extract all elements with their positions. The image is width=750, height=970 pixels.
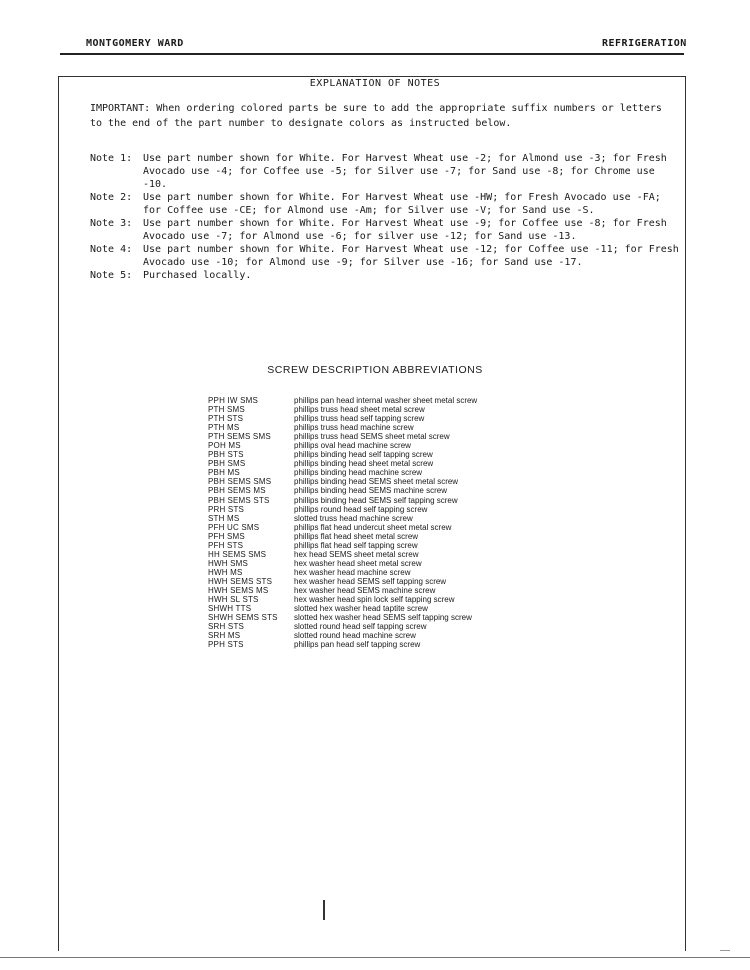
abbreviation-code: PBH MS (208, 468, 240, 478)
abbreviation-code: PTH SEMS SMS (208, 432, 271, 442)
abbreviation-row (208, 514, 477, 523)
note-text: Purchased locally. (143, 270, 252, 281)
abbreviation-description: slotted round head self tapping screw (294, 622, 427, 632)
abbreviation-description: phillips flat head self tapping screw (294, 540, 418, 550)
abbreviation-row (208, 559, 477, 568)
note-item (90, 243, 683, 269)
abbreviation-description: phillips truss head sheet metal screw (294, 405, 425, 415)
abbreviation-description: phillips round head self tapping screw (294, 504, 428, 514)
abbreviation-description: phillips oval head machine screw (294, 441, 411, 451)
notes-list (90, 152, 683, 282)
abbreviation-description: slotted hex washer head SEMS self tapping screw (294, 613, 472, 623)
abbreviation-code: PBH SEMS SMS (208, 477, 272, 487)
abbreviation-code: PPH STS (208, 640, 244, 650)
abbreviation-description: hex washer head SEMS self tapping screw (294, 576, 447, 586)
note-text: Use part number shown for White. For Harvest Wheat use -HW; for Fresh Avocado use -FA; for Coffee use -CE; for Almond use -Am; for Silver use -V; for Sand use -S. (143, 192, 661, 216)
abbreviation-description: phillips binding head SEMS sheet metal screw (294, 477, 459, 487)
note-label: Note 2: (90, 192, 133, 203)
abbreviation-code: HWH SEMS STS (208, 576, 273, 586)
abbreviation-description: phillips binding head self tapping screw (294, 450, 433, 460)
abbreviation-code: PBH SEMS MS (208, 486, 266, 496)
abbreviation-row (208, 622, 477, 631)
abbreviation-row (208, 532, 477, 541)
abbreviation-row (208, 541, 477, 550)
abbreviation-code: PRH STS (208, 504, 245, 514)
note-text: Use part number shown for White. For Harvest Wheat use -9; for Coffee use -8; for Fresh Avocado use -7; for Almond use -6; for silver use -12; for Sand use -13. (143, 218, 667, 242)
note-item (90, 217, 683, 243)
abbreviation-row (208, 414, 477, 423)
abbreviation-row (208, 423, 477, 432)
abbreviation-row (208, 468, 477, 477)
abbreviation-description: hex washer head machine screw (294, 567, 411, 577)
note-item (90, 152, 683, 191)
abbreviation-description: phillips truss head machine screw (294, 423, 414, 433)
abbreviation-code: PTH SMS (208, 405, 245, 415)
abbreviation-row (208, 432, 477, 441)
abbreviation-row (208, 631, 477, 640)
abbreviation-description: phillips pan head self tapping screw (294, 640, 421, 650)
abbreviation-row (208, 405, 477, 414)
abbreviations-title: SCREW DESCRIPTION ABBREVIATIONS (267, 364, 483, 376)
abbreviation-code: PBH SEMS STS (208, 495, 270, 505)
abbreviation-code: SRH MS (208, 631, 241, 641)
abbreviation-row (208, 505, 477, 514)
abbreviation-row (208, 486, 477, 495)
abbreviation-code: PFH STS (208, 540, 244, 550)
abbreviation-row (208, 450, 477, 459)
abbreviation-description: phillips binding head SEMS machine screw (294, 486, 447, 496)
abbreviation-description: phillips flat head sheet metal screw (294, 531, 419, 541)
abbreviation-description: phillips pan head internal washer sheet metal screw (294, 396, 478, 405)
abbreviation-row (208, 568, 477, 577)
note-label: Note 1: (90, 153, 133, 164)
abbreviation-row (208, 577, 477, 586)
abbreviation-code: SHWH TTS (208, 604, 252, 614)
abbreviation-code: PBH STS (208, 450, 244, 460)
header-section-title: REFRIGERATION (602, 38, 687, 49)
notes-title: EXPLANATION OF NOTES (309, 78, 441, 89)
abbreviation-row (208, 441, 477, 450)
abbreviation-code: HH SEMS SMS (208, 549, 267, 559)
abbreviation-row (208, 396, 477, 405)
abbreviation-code: HWH SL STS (208, 595, 259, 605)
bottom-edge-rule (0, 957, 750, 958)
abbreviation-code: POH MS (208, 441, 241, 451)
abbreviation-code: SRH STS (208, 622, 245, 632)
header-brand: MONTGOMERY WARD (86, 38, 184, 49)
note-label: Note 5: (90, 270, 133, 281)
important-paragraph: IMPORTANT: When ordering colored parts be sure to add the appropriate suffix numbers or letters to the end of the part number to designate colors as instructed below. (90, 103, 662, 129)
note-item (90, 191, 683, 217)
abbreviation-code: PFH SMS (208, 531, 245, 541)
abbreviation-code: SHWH SEMS STS (208, 613, 278, 623)
abbreviation-code: HWH SMS (208, 558, 249, 568)
abbreviation-code: PPH IW SMS (208, 396, 259, 405)
abbreviation-row (208, 496, 477, 505)
abbreviation-description: phillips binding head sheet metal screw (294, 459, 434, 469)
abbreviation-description: phillips flat head undercut sheet metal screw (294, 522, 452, 532)
abbreviation-row (208, 586, 477, 595)
abbreviation-code: HWH SEMS MS (208, 585, 269, 595)
note-label: Note 3: (90, 218, 133, 229)
abbreviation-code: PFH UC SMS (208, 522, 260, 532)
abbreviation-description: hex washer head SEMS machine screw (294, 585, 436, 595)
abbreviation-description: slotted truss head machine screw (294, 513, 413, 523)
note-item (90, 269, 683, 282)
abbreviation-description: hex head SEMS sheet metal screw (294, 549, 419, 559)
abbreviation-code: HWH MS (208, 567, 243, 577)
abbreviation-description: slotted round head machine screw (294, 631, 416, 641)
abbreviation-description: phillips binding head machine screw (294, 468, 423, 478)
page-number-mark (323, 900, 325, 920)
abbreviation-description: slotted hex washer head taptite screw (294, 604, 428, 614)
note-text: Use part number shown for White. For Harvest Wheat use -2; for Almond use -3; for Fresh Avocado use -4; for Coffee use -5; for Silver use -7; for Sand use -8; for Chrome use -10. (143, 153, 667, 190)
abbreviation-code: PBH SMS (208, 459, 246, 469)
corner-mark (720, 950, 730, 951)
abbreviation-row (208, 604, 477, 613)
abbreviation-row (208, 613, 477, 622)
abbreviation-row (208, 595, 477, 604)
abbreviation-row (208, 523, 477, 532)
abbreviation-description: phillips truss head SEMS sheet metal screw (294, 432, 450, 442)
note-text: Use part number shown for White. For Harvest Wheat use -12; for Coffee use -11; for Fresh Avocado use -10; for Almond use -9; for Silver use -16; for Sand use -17. (143, 244, 679, 268)
abbreviations-list (208, 396, 477, 649)
abbreviation-row (208, 477, 477, 486)
abbreviation-code: STH MS (208, 513, 240, 523)
abbreviation-code: PTH MS (208, 423, 240, 433)
header-divider (60, 53, 684, 55)
note-label: Note 4: (90, 244, 133, 255)
abbreviation-description: hex washer head sheet metal screw (294, 558, 422, 568)
abbreviation-description: phillips binding head SEMS self tapping screw (294, 495, 458, 505)
abbreviation-row (208, 459, 477, 468)
abbreviation-description: phillips truss head self tapping screw (294, 414, 425, 424)
abbreviation-description: hex washer head spin lock self tapping screw (294, 595, 455, 605)
abbreviation-row (208, 550, 477, 559)
abbreviation-code: PTH STS (208, 414, 244, 424)
abbreviation-row (208, 640, 477, 649)
